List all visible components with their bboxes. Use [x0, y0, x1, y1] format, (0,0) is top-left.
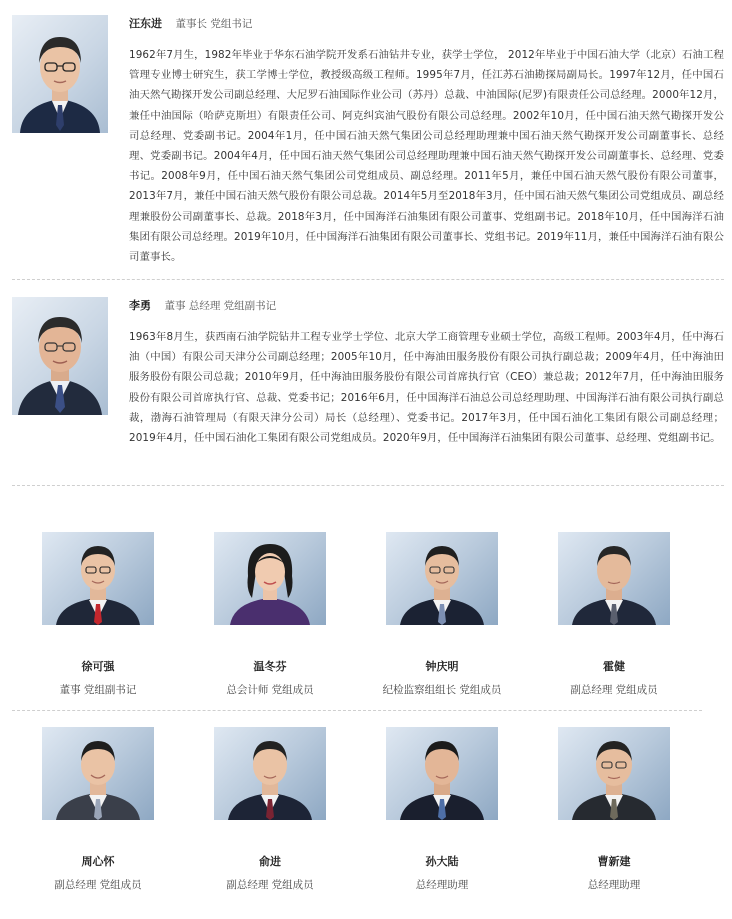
- leader-portrait: [12, 297, 108, 415]
- member-name: 曹新建: [597, 855, 631, 868]
- member-title: 总经理助理: [415, 879, 469, 891]
- leader-bio: 1963年8月生，获西南石油学院钻井工程专业学士学位、北京大学工商管理专业硕士学位，高级工程师。2003年4月，任中海石油（中国）有限公司天津分公司副总经理；2005年10月，任中海油田服务股份有限公司执行副总裁；2009年4月，任中海油田服务股份有限公司总裁；2010年9月，任中海油田服务股份有限公司首席执行官（CEO）兼总裁；2012年7月，任中海油田服务股份有限公司首席执行官、总裁、党委书记；2016年6月，任中国海洋石油总公司总经理助理、中国海洋石油有限公司执行副总裁，渤海石油管理局（有限天津分公司）局长（总经理）、党委书记。2017年3月，任中国石油化工集团有限公司副总经理；2019年4月，任中国石油化工集团有限公司党组成员。2020年9月，任中国海洋石油集团有限公司董事、总经理、党组副书记。: [129, 331, 724, 445]
- member-title: 总会计师 党组成员: [226, 684, 314, 696]
- members-row: [12, 532, 702, 702]
- leader-name: 李勇: [129, 299, 151, 312]
- leader-name: 汪东进: [129, 17, 162, 30]
- member-portrait: [42, 727, 154, 820]
- divider: [12, 710, 702, 711]
- divider: [12, 485, 724, 486]
- member-name: 周心怀: [81, 855, 115, 868]
- member-name: 徐可强: [81, 660, 115, 673]
- leader-card: [12, 15, 724, 264]
- member-name: 温冬芬: [253, 660, 287, 673]
- member-portrait: [214, 727, 326, 820]
- member-portrait: [386, 532, 498, 625]
- member-portrait: [558, 727, 670, 820]
- members-row: [12, 727, 702, 897]
- member-title: 副总经理 党组成员: [54, 879, 142, 891]
- member-portrait: [214, 532, 326, 625]
- member-name: 霍健: [603, 660, 625, 673]
- member-title: 副总经理 党组成员: [226, 879, 314, 891]
- leader-title: 董事 总经理 党组副书记: [164, 300, 277, 312]
- member-title: 董事 党组副书记: [59, 684, 137, 696]
- leader-title: 董事长 党组书记: [175, 18, 253, 30]
- member-portrait: [42, 532, 154, 625]
- leader-bio: 1962年7月生，1982年毕业于华东石油学院开发系石油钻井专业，获学士学位， 2012年毕业于中国石油大学（北京）石油工程管理专业博士研究生，获工学博士学位，教授级高级工程师。1995年7月，任江苏石油勘探局副局长。1997年12月，任中国石油天然气勘探开发公司副总经理、大尼罗石油国际作业公司（苏丹）总裁、中油国际(尼罗)有限责任公司总经理。2000年12月，兼任中油国际（哈萨克斯坦）有限责任公司、阿克纠宾油气股份有限公司总经理。2002年10月，任中国石油天然气勘探开发公司总经理、党委副书记。2004年1月，任中国石油天然气集团公司总经理助理兼中国石油天然气勘探开发公司副董事长、总经理、党委副书记。2004年4月，任中国石油天然气集团公司总经理助理兼中国石油天然气勘探开发公司副董事长、总经理、党委书记。2008年9月，任中国石油天然气集团公司党组成员、副总经理。2011年5月，兼任中国石油天然气股份有限公司董事，2013年7月，兼任中国石油天然气股份有限公司总裁。2014年5月至2018年3月，任中国石油天然气集团公司党组成员、副总经理兼股份公司副董事长、总裁。2018年3月，任中国海洋石油集团有限公司董事、党组副书记。2018年10月，任中国海洋石油集团有限公司总经理。2019年10月，任中国海洋石油集团有限公司董事长、党组书记。2019年11月，兼任中国海洋石油有限公司董事长。: [129, 49, 724, 264]
- member-name: 孙大陆: [425, 855, 459, 868]
- member-name: 钟庆明: [425, 660, 459, 673]
- member-name: 俞进: [259, 855, 281, 868]
- member-title: 纪检监察组组长 党组成员: [382, 684, 502, 696]
- leader-card: [12, 297, 724, 457]
- member-title: 总经理助理: [587, 879, 641, 891]
- member-portrait: [386, 727, 498, 820]
- member-portrait: [558, 532, 670, 625]
- divider: [12, 279, 724, 280]
- member-title: 副总经理 党组成员: [570, 684, 658, 696]
- leader-portrait: [12, 15, 108, 133]
